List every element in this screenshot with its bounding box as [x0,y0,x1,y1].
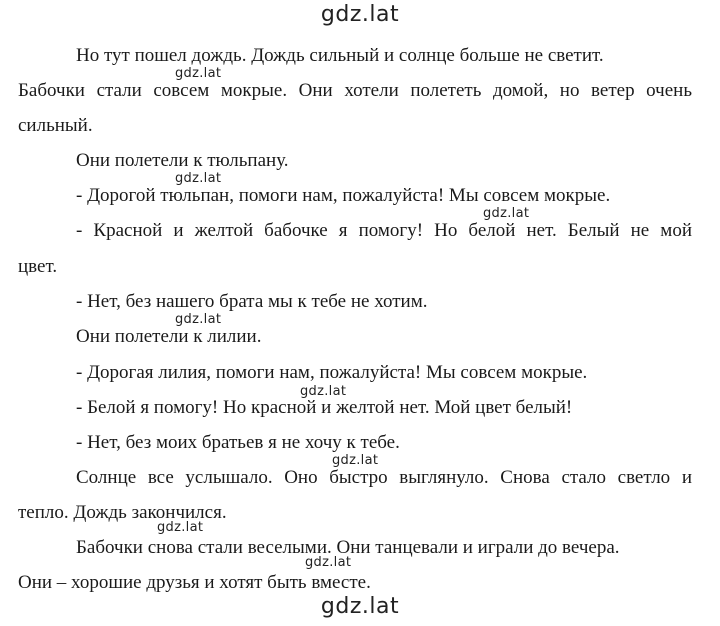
text-line: - Нет, без моих братьев я не хочу к тебе. [76,432,400,453]
text-line: - Белой я помогу! Но красной и желтой нет. Мой цвет белый! [76,397,573,418]
text-line: Но тут пошел дождь. Дождь сильный и солнце больше не светит. [76,45,604,66]
text-line: Бабочки стали совсем мокрые. Они хотели полететь домой, но ветер очень [18,80,692,101]
watermark-inline: gdz.lat [175,171,222,186]
text-line: - Дорогая лилия, помоги нам, пожалуйста! Мы совсем мокрые. [76,362,588,383]
text-line: Они – хорошие друзья и хотят быть вместе. [18,572,371,593]
text-line: - Дорогой тюльпан, помоги нам, пожалуйста! Мы совсем мокрые. [76,185,611,206]
watermark-inline: gdz.lat [175,66,222,81]
watermark-inline: gdz.lat [332,453,379,468]
text-line: цвет. [18,256,58,277]
text-line: тепло. Дождь закончился. [18,502,227,523]
text-line: сильный. [18,115,93,136]
watermark-bottom: gdz.lat [320,594,400,619]
text-line: - Нет, без нашего брата мы к тебе не хотим. [76,291,428,312]
text-line: Солнце все услышало. Оно быстро выглянуло. Снова стало светло и [76,467,692,488]
watermark-inline: gdz.lat [175,312,222,327]
text-line: - Красной и желтой бабочке я помогу! Но белой нет. Белый не мой [76,220,692,241]
text-line: Они полетели к тюльпану. [76,150,289,171]
watermark-inline: gdz.lat [305,555,352,570]
watermark-inline: gdz.lat [157,520,204,535]
watermark-inline: gdz.lat [483,206,530,221]
watermark-inline: gdz.lat [300,384,347,399]
watermark-top: gdz.lat [320,2,400,27]
text-line: Бабочки снова стали веселыми. Они танцевали и играли до вечера. [76,537,620,558]
text-line: Они полетели к лилии. [76,326,262,347]
